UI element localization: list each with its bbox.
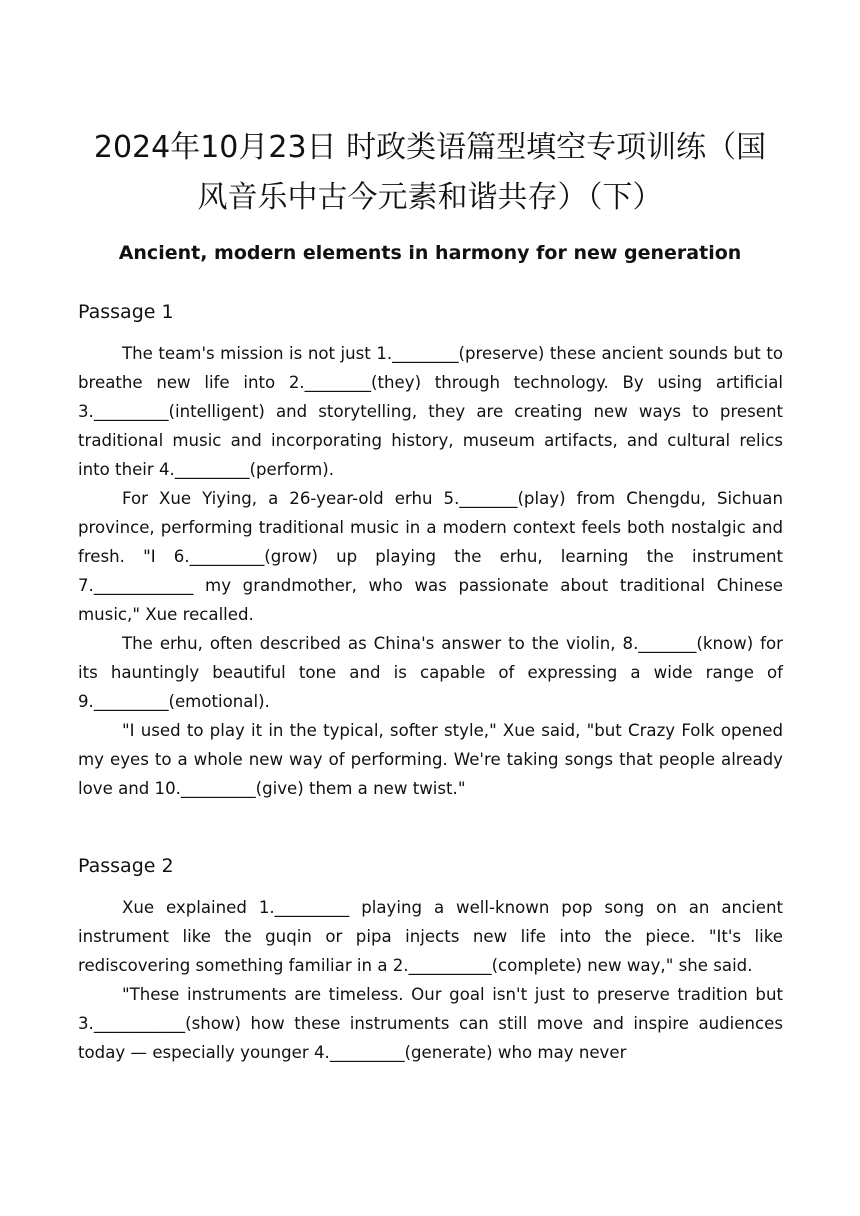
document-title: [70, 123, 790, 223]
passage-1-heading: Passage 1: [78, 301, 174, 323]
passage-2-body: [78, 893, 783, 1067]
passage-1-body: [78, 339, 783, 803]
passage-2-heading: Passage 2: [78, 855, 174, 877]
passage-1-paragraph-3: The erhu, often described as China's answer to the violin, 8._______(know) for its hauntingly beautiful tone and is capable of expressing a wide range of 9._________(emotional).: [78, 634, 783, 711]
article-subtitle: Ancient, modern elements in harmony for new generation: [118, 242, 742, 264]
passage-2-paragraph-1: Xue explained 1._________ playing a well-known pop song on an ancient instrument like the guqin or pipa injects new life into the piece. "It's like rediscovering something familiar in a 2.__________(complete) new way," she said.: [78, 898, 783, 975]
title-line-2: 风音乐中古今元素和谐共存）（下）: [197, 180, 663, 215]
passage-1-paragraph-2: For Xue Yiying, a 26-year-old erhu 5._______(play) from Chengdu, Sichuan province, performing traditional music in a modern context feels both nostalgic and fresh. "I 6._________(grow) up playing the erhu, learning the instrument 7.____________ my grandmother, who was passionate about traditional Chinese music," Xue recalled.: [78, 489, 783, 624]
passage-1-paragraph-4: "I used to play it in the typical, softer style," Xue said, "but Crazy Folk opened my eyes to a whole new way of performing. We're taking songs that people already love and 10._________(give) them a new twist.": [78, 721, 783, 798]
title-line-1: 2024年10月23日 时政类语篇型填空专项训练（国: [93, 130, 767, 165]
passage-1-paragraph-1: The team's mission is not just 1.________(preserve) these ancient sounds but to breathe new life into 2.________(they) through technology. By using artificial 3._________(intelligent) and storytelling, they are creating new ways to present traditional music and incorporating history, museum artifacts, and cultural relics into their 4._________(perform).: [78, 344, 783, 479]
passage-2-paragraph-2: "These instruments are timeless. Our goal isn't just to preserve tradition but 3.___________(show) how these instruments can still move and inspire audiences today — especially younger 4._________(generate) who may never: [78, 985, 783, 1062]
